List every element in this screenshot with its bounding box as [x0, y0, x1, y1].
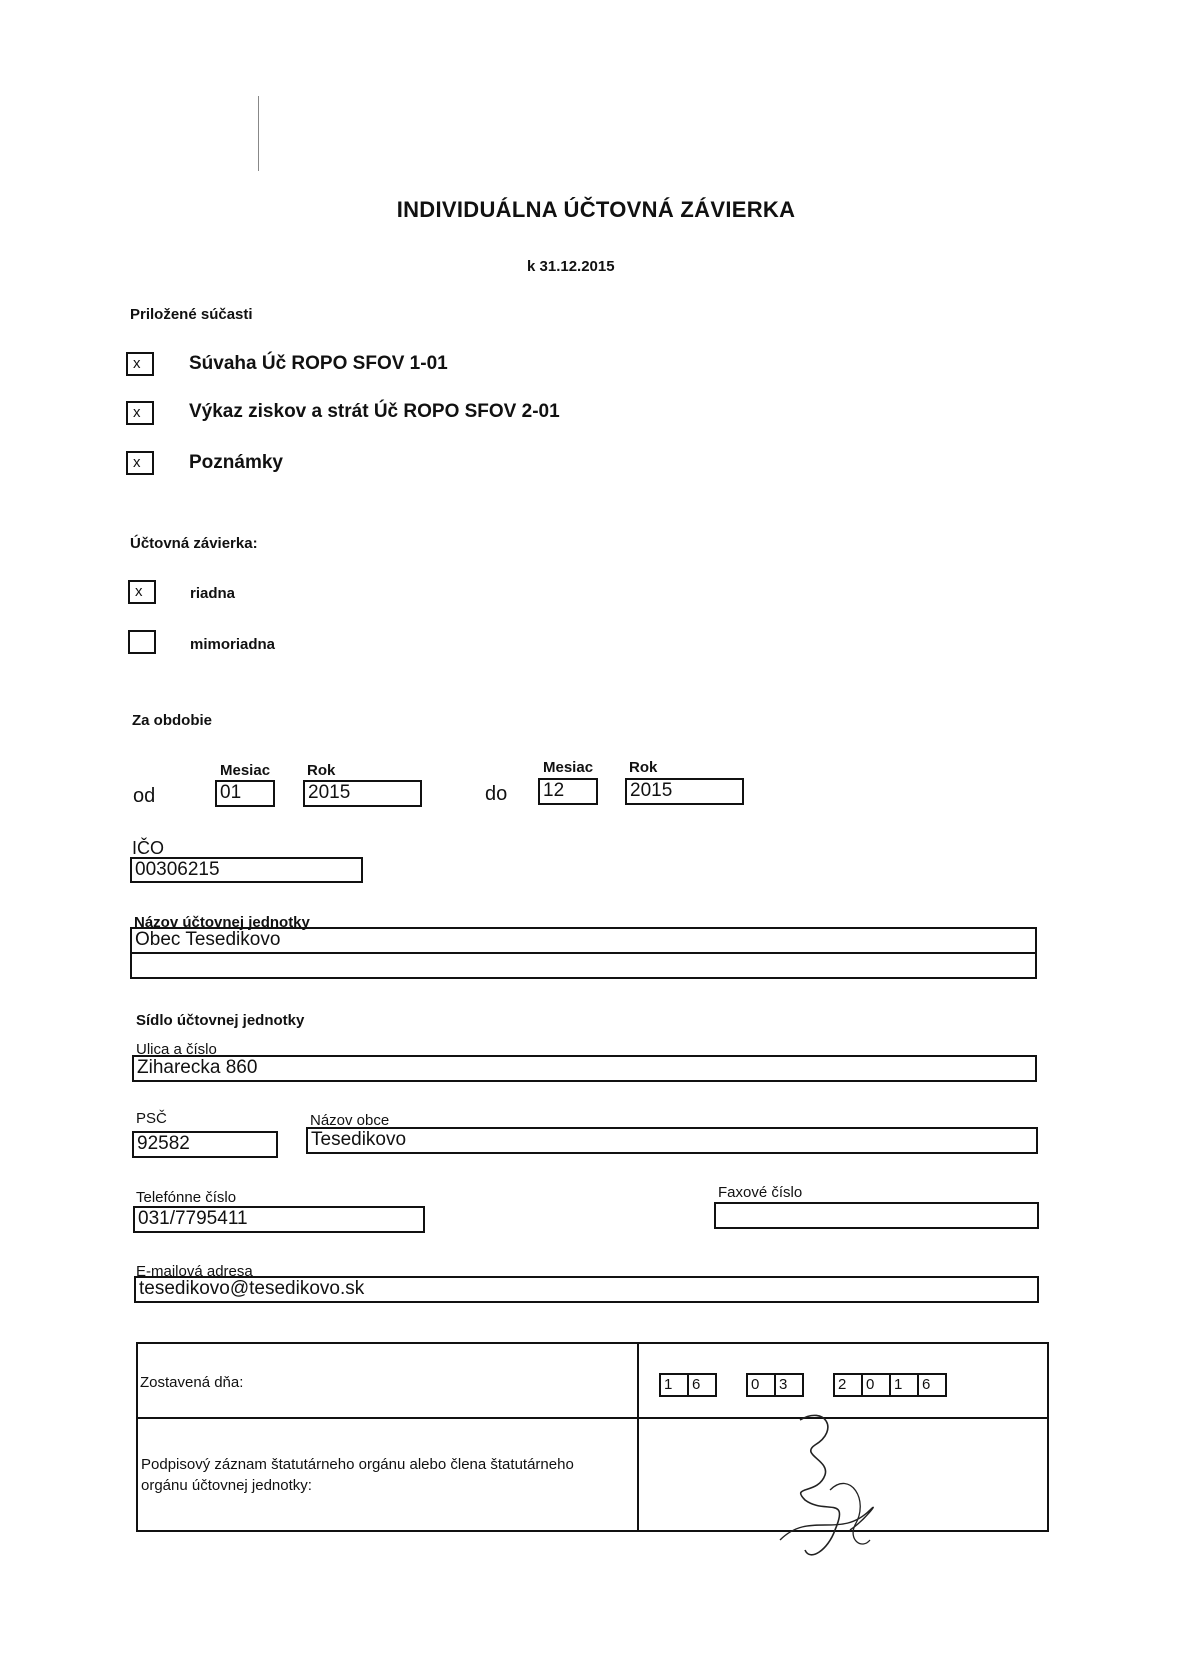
year-digit-2[interactable]: 0: [861, 1373, 891, 1397]
month-digit-1[interactable]: 0: [746, 1373, 776, 1397]
scan-artifact-line: [258, 96, 259, 171]
from-year-field[interactable]: 2015: [303, 780, 422, 807]
signature-stroke-3: [830, 1483, 870, 1544]
from-month-header: Mesiac: [220, 762, 271, 779]
fax-field[interactable]: [714, 1202, 1039, 1229]
closing-type-label: Účtovná závierka:: [130, 535, 258, 552]
psc-field[interactable]: 92582: [132, 1131, 278, 1158]
balance-sheet-checkbox[interactable]: x: [126, 352, 154, 376]
month-digit-2[interactable]: 3: [774, 1373, 804, 1397]
signature-label: Podpisový záznam štatutárneho orgánu alebo člena štatutárneho orgánu účtovnej jednotky:: [141, 1456, 574, 1494]
notes-checkbox[interactable]: x: [126, 451, 154, 475]
ordinary-label: riadna: [190, 585, 236, 602]
year-digit-4[interactable]: 6: [917, 1373, 947, 1397]
handwritten-signature: [770, 1390, 910, 1570]
from-year-header: Rok: [307, 762, 336, 779]
phone-label: Telefónne číslo: [136, 1189, 237, 1206]
from-month-field[interactable]: 01: [215, 780, 275, 807]
year-digit-1[interactable]: 2: [833, 1373, 863, 1397]
entity-name-label: Názov účtovnej jednotky: [134, 914, 310, 931]
to-year-header: Rok: [629, 759, 658, 776]
ico-field[interactable]: 00306215: [130, 857, 363, 883]
email-label: E-mailová adresa: [136, 1263, 253, 1280]
attached-parts-label: Priložené súčasti: [130, 306, 253, 323]
balance-sheet-label: Súvaha Úč ROPO SFOV 1-01: [189, 353, 448, 374]
to-month-field[interactable]: 12: [538, 778, 598, 805]
compiled-date-label: Zostavená dňa:: [140, 1374, 244, 1391]
table-vertical-divider: [637, 1344, 639, 1530]
profit-loss-label: Výkaz ziskov a strát Úč ROPO SFOV 2-01: [189, 401, 560, 422]
phone-field[interactable]: 031/7795411: [133, 1206, 425, 1233]
street-label: Ulica a číslo: [136, 1041, 217, 1058]
table-horizontal-divider: [138, 1417, 1047, 1419]
seat-label: Sídlo účtovnej jednotky: [136, 1012, 305, 1029]
day-digit-2[interactable]: 6: [687, 1373, 717, 1397]
ordinary-checkbox[interactable]: x: [128, 580, 156, 604]
to-month-header: Mesiac: [543, 759, 594, 776]
compilation-table: [136, 1342, 1049, 1532]
entity-name-field-1[interactable]: Obec Tesedikovo: [130, 927, 1037, 954]
period-label: Za obdobie: [132, 712, 212, 729]
signature-stroke-1: [800, 1415, 840, 1554]
street-field[interactable]: Ziharecka 860: [132, 1055, 1037, 1082]
to-label: do: [485, 783, 508, 805]
document-title: INDIVIDUÁLNA ÚČTOVNÁ ZÁVIERKA: [396, 197, 796, 222]
year-digit-3[interactable]: 1: [889, 1373, 919, 1397]
email-field[interactable]: tesedikovo@tesedikovo.sk: [134, 1276, 1039, 1303]
report-date: k 31.12.2015: [527, 258, 615, 275]
extraordinary-checkbox[interactable]: [128, 630, 156, 654]
day-digit-1[interactable]: 1: [659, 1373, 689, 1397]
psc-label: PSČ: [136, 1110, 167, 1127]
extraordinary-label: mimoriadna: [190, 636, 276, 653]
ico-label: IČO: [132, 838, 165, 858]
to-year-field[interactable]: 2015: [625, 778, 744, 805]
town-label: Názov obce: [310, 1112, 390, 1129]
notes-label: Poznámky: [189, 452, 283, 473]
profit-loss-checkbox[interactable]: x: [126, 401, 154, 425]
from-label: od: [133, 785, 156, 807]
fax-label: Faxové číslo: [718, 1184, 803, 1201]
town-field[interactable]: Tesedikovo: [306, 1127, 1038, 1154]
entity-name-field-2[interactable]: [130, 952, 1037, 979]
